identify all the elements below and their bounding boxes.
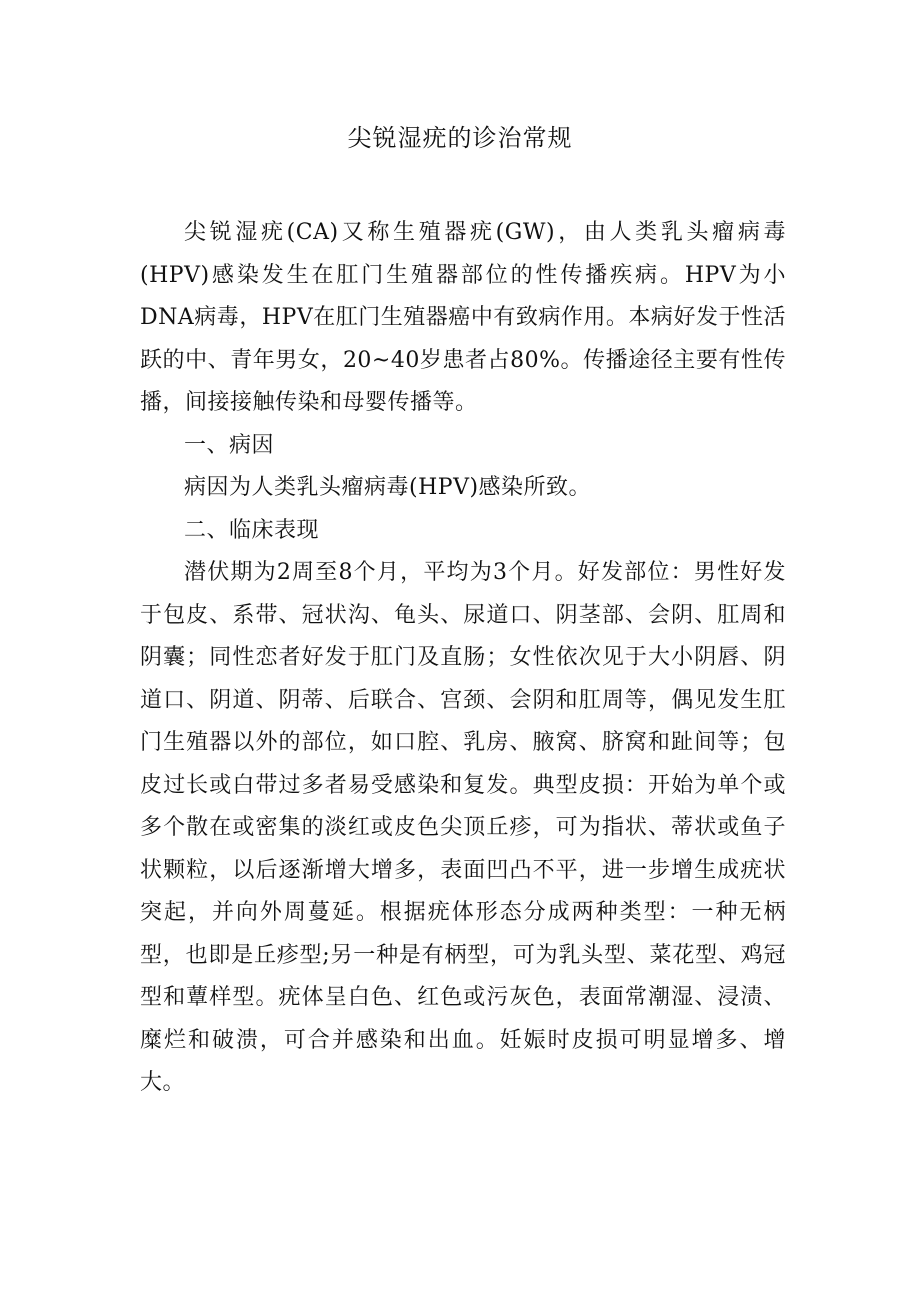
document-body — [140, 212, 786, 1105]
section-heading-clinical: 二、临床表现 — [184, 517, 320, 543]
section-heading-etiology: 一、病因 — [184, 432, 275, 458]
document-title: 尖锐湿疣的诊治常规 — [347, 124, 573, 152]
intro-paragraph: 尖锐湿疣(CA)又称生殖器疣(GW)，由人类乳头瘤病毒(HPV)感染发生在肛门生殖器部位的性传播疾病。HPV为小DNA病毒，HPV在肛门生殖器癌中有致病作用。本病好发于性活跃的中、青年男女，20~40岁患者占80%。传播途径主要有性传播，间接接触传染和母婴传播等。 — [140, 220, 786, 415]
etiology-paragraph: 病因为人类乳头瘤病毒(HPV)感染所致。 — [184, 475, 592, 500]
clinical-paragraph: 潜伏期为2周至8个月，平均为3个月。好发部位：男性好发于包皮、系带、冠状沟、龟头、尿道口、阴茎部、会阴、肛周和阴囊；同性恋者好发于肛门及直肠；女性依次见于大小阴唇、阴道口、阴道、阴蒂、后联合、宫颈、会阴和肛周等，偶见发生肛门生殖器以外的部位，如口腔、乳房、腋窝、脐窝和趾间等；包皮过长或白带过多者易受感染和复发。典型皮损：开始为单个或多个散在或密集的淡红或皮色尖顶丘疹，可为指状、蒂状或鱼子状颗粒，以后逐渐增大增多，表面凹凸不平，进一步增生成疣状突起，并向外周蔓延。根据疣体形态分成两种类型：一种无柄型，也即是丘疹型;另一种是有柄型，可为乳头型、菜花型、鸡冠型和蕈样型。疣体呈白色、红色或污灰色，表面常潮湿、浸渍、糜烂和破溃，可合并感染和出血。妊娠时皮损可明显增多、增大。 — [140, 560, 786, 1095]
